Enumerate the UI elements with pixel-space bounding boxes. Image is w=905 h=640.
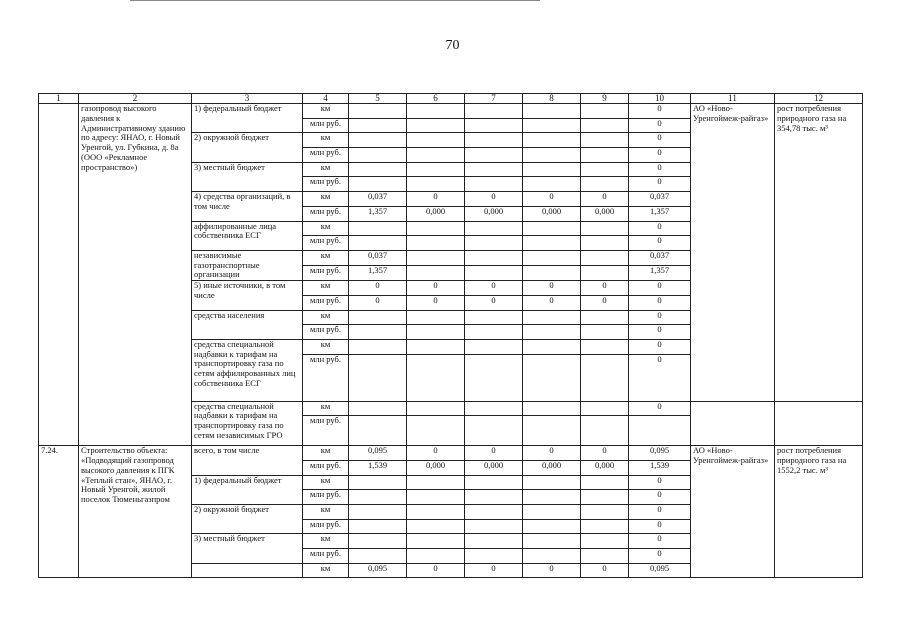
object-name: Строительство объекта: «Подводящий газопровод высокого давления к ПГК «Теплый стан», ЯНАО, г. Новый Уренгой, жилой поселок Тюменьгазпром xyxy=(79,446,192,578)
value-cell: 0,000 xyxy=(407,460,465,475)
value-cell xyxy=(407,416,465,446)
total-cell: 0 xyxy=(629,490,691,505)
value-cell xyxy=(581,221,629,236)
value-cell xyxy=(465,475,523,490)
total-cell: 0,037 xyxy=(629,250,691,265)
value-cell xyxy=(465,549,523,564)
value-cell xyxy=(523,519,581,534)
value-cell xyxy=(523,118,581,133)
item-number: 7.24. xyxy=(39,446,79,578)
value-cell xyxy=(523,133,581,148)
unit-cell: км xyxy=(303,446,349,461)
value-cell xyxy=(581,148,629,163)
value-cell xyxy=(581,118,629,133)
value-cell: 0 xyxy=(523,446,581,461)
unit-cell: км xyxy=(303,339,349,354)
value-cell xyxy=(581,339,629,354)
unit-cell: млн руб. xyxy=(303,177,349,192)
value-cell: 0 xyxy=(407,295,465,310)
total-cell: 0 xyxy=(629,354,691,401)
unit-cell: км xyxy=(303,221,349,236)
total-cell: 0 xyxy=(629,339,691,354)
value-cell xyxy=(407,354,465,401)
source-cell: 3) местный бюджет xyxy=(192,162,303,191)
source-cell: 3) местный бюджет xyxy=(192,534,303,563)
source-cell: средства специальной надбавки к тарифам на транспортировку газа по сетям независимых ГРО xyxy=(192,401,303,446)
value-cell xyxy=(349,133,407,148)
unit-cell: млн руб. xyxy=(303,490,349,505)
value-cell xyxy=(581,416,629,446)
value-cell xyxy=(581,236,629,251)
value-cell xyxy=(581,534,629,549)
value-cell: 0 xyxy=(523,295,581,310)
total-cell: 0 xyxy=(629,505,691,520)
value-cell: 0 xyxy=(465,446,523,461)
value-cell xyxy=(523,148,581,163)
value-cell xyxy=(581,325,629,340)
unit-cell: млн руб. xyxy=(303,460,349,475)
unit-cell: км xyxy=(303,534,349,549)
value-cell xyxy=(349,475,407,490)
value-cell xyxy=(465,266,523,281)
value-cell xyxy=(523,250,581,265)
total-cell: 0 xyxy=(629,475,691,490)
total-cell: 0,095 xyxy=(629,446,691,461)
unit-cell: млн руб. xyxy=(303,354,349,401)
value-cell xyxy=(523,104,581,119)
value-cell: 1,539 xyxy=(349,460,407,475)
total-cell: 0 xyxy=(629,325,691,340)
value-cell xyxy=(407,325,465,340)
value-cell: 0,000 xyxy=(407,206,465,221)
value-cell xyxy=(523,549,581,564)
unit-cell: км xyxy=(303,563,349,578)
unit-cell: млн руб. xyxy=(303,236,349,251)
value-cell: 0,000 xyxy=(523,206,581,221)
total-cell: 0 xyxy=(629,519,691,534)
value-cell: 0 xyxy=(581,192,629,207)
source-cell: 5) иные источники, в том числе xyxy=(192,281,303,310)
value-cell xyxy=(465,118,523,133)
value-cell: 0 xyxy=(407,281,465,296)
total-cell xyxy=(629,416,691,446)
value-cell: 0 xyxy=(465,281,523,296)
total-cell: 0 xyxy=(629,133,691,148)
value-cell: 0 xyxy=(465,563,523,578)
value-cell: 0 xyxy=(523,192,581,207)
value-cell xyxy=(581,310,629,325)
unit-cell: км xyxy=(303,133,349,148)
source-cell: аффилированные лица собственника ЕСГ xyxy=(192,221,303,250)
source-cell: 2) окружной бюджет xyxy=(192,133,303,162)
value-cell xyxy=(523,266,581,281)
value-cell: 0 xyxy=(581,446,629,461)
value-cell xyxy=(581,401,629,416)
organization-name xyxy=(691,401,775,446)
value-cell xyxy=(523,162,581,177)
value-cell xyxy=(349,505,407,520)
value-cell: 0,000 xyxy=(465,460,523,475)
unit-cell: км xyxy=(303,310,349,325)
value-cell xyxy=(407,221,465,236)
value-cell xyxy=(465,534,523,549)
value-cell xyxy=(465,104,523,119)
source-cell: 4) средства организаций, в том числе xyxy=(192,192,303,221)
total-cell: 0 xyxy=(629,118,691,133)
value-cell: 0,095 xyxy=(349,446,407,461)
value-cell xyxy=(465,505,523,520)
unit-cell: км xyxy=(303,505,349,520)
value-cell: 0 xyxy=(407,192,465,207)
unit-cell: млн руб. xyxy=(303,325,349,340)
value-cell: 0 xyxy=(465,295,523,310)
unit-cell: млн руб. xyxy=(303,519,349,534)
total-cell: 0 xyxy=(629,281,691,296)
total-cell: 0 xyxy=(629,162,691,177)
value-cell xyxy=(407,534,465,549)
unit-cell: км xyxy=(303,192,349,207)
value-cell xyxy=(349,310,407,325)
column-number: 1 xyxy=(39,94,79,104)
investment-table xyxy=(38,93,863,578)
organization-name: АО «Ново-Уренгоймеж-райгаз» xyxy=(691,446,775,578)
value-cell xyxy=(407,177,465,192)
source-cell xyxy=(192,563,303,578)
column-number: 6 xyxy=(407,94,465,104)
unit-cell: млн руб. xyxy=(303,295,349,310)
value-cell xyxy=(523,236,581,251)
value-cell xyxy=(407,339,465,354)
value-cell xyxy=(465,416,523,446)
value-cell xyxy=(465,310,523,325)
total-cell: 0,037 xyxy=(629,192,691,207)
table-row xyxy=(39,446,863,461)
value-cell: 0 xyxy=(349,281,407,296)
value-cell xyxy=(465,401,523,416)
value-cell: 0 xyxy=(581,563,629,578)
value-cell xyxy=(407,490,465,505)
total-cell: 0 xyxy=(629,401,691,416)
value-cell xyxy=(465,236,523,251)
value-cell xyxy=(465,177,523,192)
value-cell xyxy=(523,534,581,549)
source-cell: 1) федеральный бюджет xyxy=(192,104,303,133)
total-cell: 0 xyxy=(629,104,691,119)
value-cell xyxy=(349,401,407,416)
value-cell: 1,357 xyxy=(349,266,407,281)
value-cell xyxy=(465,519,523,534)
value-cell xyxy=(349,104,407,119)
value-cell xyxy=(465,339,523,354)
effect-description xyxy=(775,401,863,446)
source-cell: независимые газотранспортные организации xyxy=(192,250,303,280)
unit-cell: млн руб. xyxy=(303,266,349,281)
value-cell xyxy=(465,250,523,265)
value-cell: 0,037 xyxy=(349,192,407,207)
value-cell xyxy=(349,354,407,401)
value-cell xyxy=(407,236,465,251)
value-cell xyxy=(407,250,465,265)
source-cell: 2) окружной бюджет xyxy=(192,505,303,534)
total-cell: 0 xyxy=(629,221,691,236)
value-cell xyxy=(465,325,523,340)
value-cell xyxy=(465,490,523,505)
value-cell xyxy=(523,401,581,416)
value-cell xyxy=(349,519,407,534)
value-cell xyxy=(523,490,581,505)
effect-description: рост потребления природного газа на 354,78 тыс. м³ xyxy=(775,104,863,402)
value-cell xyxy=(407,401,465,416)
value-cell xyxy=(349,416,407,446)
value-cell xyxy=(407,104,465,119)
value-cell xyxy=(349,221,407,236)
value-cell xyxy=(523,221,581,236)
column-number: 4 xyxy=(303,94,349,104)
value-cell: 0,095 xyxy=(349,563,407,578)
value-cell xyxy=(523,416,581,446)
total-cell: 0 xyxy=(629,295,691,310)
value-cell xyxy=(349,490,407,505)
value-cell xyxy=(523,339,581,354)
value-cell: 0,000 xyxy=(581,206,629,221)
value-cell: 0 xyxy=(523,281,581,296)
source-cell: 1) федеральный бюджет xyxy=(192,475,303,504)
value-cell xyxy=(349,339,407,354)
source-cell: средства специальной надбавки к тарифам на транспортировку газа по сетям аффилированных лиц собственника ЕСГ xyxy=(192,339,303,401)
value-cell xyxy=(523,325,581,340)
unit-cell: км xyxy=(303,401,349,416)
value-cell: 0,000 xyxy=(523,460,581,475)
value-cell xyxy=(407,505,465,520)
unit-cell: км xyxy=(303,250,349,265)
value-cell xyxy=(581,505,629,520)
value-cell xyxy=(465,162,523,177)
value-cell xyxy=(465,354,523,401)
value-cell: 0 xyxy=(523,563,581,578)
unit-cell: км xyxy=(303,162,349,177)
value-cell xyxy=(581,475,629,490)
value-cell: 1,357 xyxy=(349,206,407,221)
value-cell xyxy=(349,148,407,163)
value-cell xyxy=(349,325,407,340)
total-cell: 0 xyxy=(629,549,691,564)
value-cell xyxy=(349,236,407,251)
top-rule xyxy=(130,0,540,1)
value-cell: 0,000 xyxy=(581,460,629,475)
unit-cell: млн руб. xyxy=(303,148,349,163)
page-number: 70 xyxy=(445,38,460,53)
value-cell xyxy=(407,266,465,281)
value-cell xyxy=(407,310,465,325)
organization-name: АО «Ново-Уренгоймеж-райгаз» xyxy=(691,104,775,402)
column-number: 12 xyxy=(775,94,863,104)
value-cell xyxy=(349,549,407,564)
effect-description: рост потребления природного газа на 1552,2 тыс. м³ xyxy=(775,446,863,578)
column-number: 5 xyxy=(349,94,407,104)
value-cell xyxy=(523,310,581,325)
value-cell xyxy=(581,354,629,401)
value-cell xyxy=(581,266,629,281)
total-cell: 0 xyxy=(629,310,691,325)
total-cell: 0 xyxy=(629,236,691,251)
value-cell: 0 xyxy=(581,281,629,296)
total-cell: 1,357 xyxy=(629,266,691,281)
value-cell xyxy=(407,118,465,133)
value-cell xyxy=(407,475,465,490)
value-cell xyxy=(581,250,629,265)
value-cell: 0 xyxy=(581,295,629,310)
value-cell xyxy=(581,104,629,119)
total-cell: 1,539 xyxy=(629,460,691,475)
value-cell: 0 xyxy=(465,192,523,207)
value-cell xyxy=(349,534,407,549)
unit-cell: км xyxy=(303,475,349,490)
value-cell xyxy=(523,177,581,192)
column-number: 2 xyxy=(79,94,192,104)
total-cell: 0 xyxy=(629,534,691,549)
total-cell: 1,357 xyxy=(629,206,691,221)
value-cell xyxy=(581,162,629,177)
column-number: 9 xyxy=(581,94,629,104)
column-number: 3 xyxy=(192,94,303,104)
unit-cell: млн руб. xyxy=(303,549,349,564)
column-number: 8 xyxy=(523,94,581,104)
item-number xyxy=(39,104,79,446)
value-cell xyxy=(407,549,465,564)
value-cell xyxy=(581,519,629,534)
value-cell xyxy=(581,133,629,148)
value-cell xyxy=(349,177,407,192)
column-number: 7 xyxy=(465,94,523,104)
source-cell: средства населения xyxy=(192,310,303,339)
unit-cell: млн руб. xyxy=(303,416,349,446)
value-cell xyxy=(581,490,629,505)
value-cell xyxy=(465,133,523,148)
column-number: 10 xyxy=(629,94,691,104)
value-cell: 0,000 xyxy=(465,206,523,221)
column-number: 11 xyxy=(691,94,775,104)
value-cell xyxy=(523,475,581,490)
total-cell: 0 xyxy=(629,148,691,163)
unit-cell: км xyxy=(303,281,349,296)
value-cell xyxy=(407,148,465,163)
value-cell xyxy=(581,549,629,564)
total-cell: 0,095 xyxy=(629,563,691,578)
unit-cell: млн руб. xyxy=(303,118,349,133)
value-cell xyxy=(349,162,407,177)
value-cell xyxy=(523,505,581,520)
value-cell xyxy=(581,177,629,192)
table-row xyxy=(39,104,863,119)
value-cell: 0 xyxy=(407,446,465,461)
unit-cell: км xyxy=(303,104,349,119)
unit-cell: млн руб. xyxy=(303,206,349,221)
value-cell xyxy=(523,354,581,401)
header-row xyxy=(39,94,863,104)
value-cell: 0,037 xyxy=(349,250,407,265)
value-cell xyxy=(465,148,523,163)
value-cell xyxy=(407,519,465,534)
value-cell xyxy=(407,162,465,177)
object-name: газопровод высокого давления к Административному зданию по адресу: ЯНАО, г. Новый Уренгой, ул. Губкина, д. 8а (ООО «Рекламное пространство») xyxy=(79,104,192,446)
value-cell: 0 xyxy=(349,295,407,310)
value-cell xyxy=(465,221,523,236)
value-cell: 0 xyxy=(407,563,465,578)
source-cell: всего, в том числе xyxy=(192,446,303,475)
value-cell xyxy=(349,118,407,133)
value-cell xyxy=(407,133,465,148)
total-cell: 0 xyxy=(629,177,691,192)
